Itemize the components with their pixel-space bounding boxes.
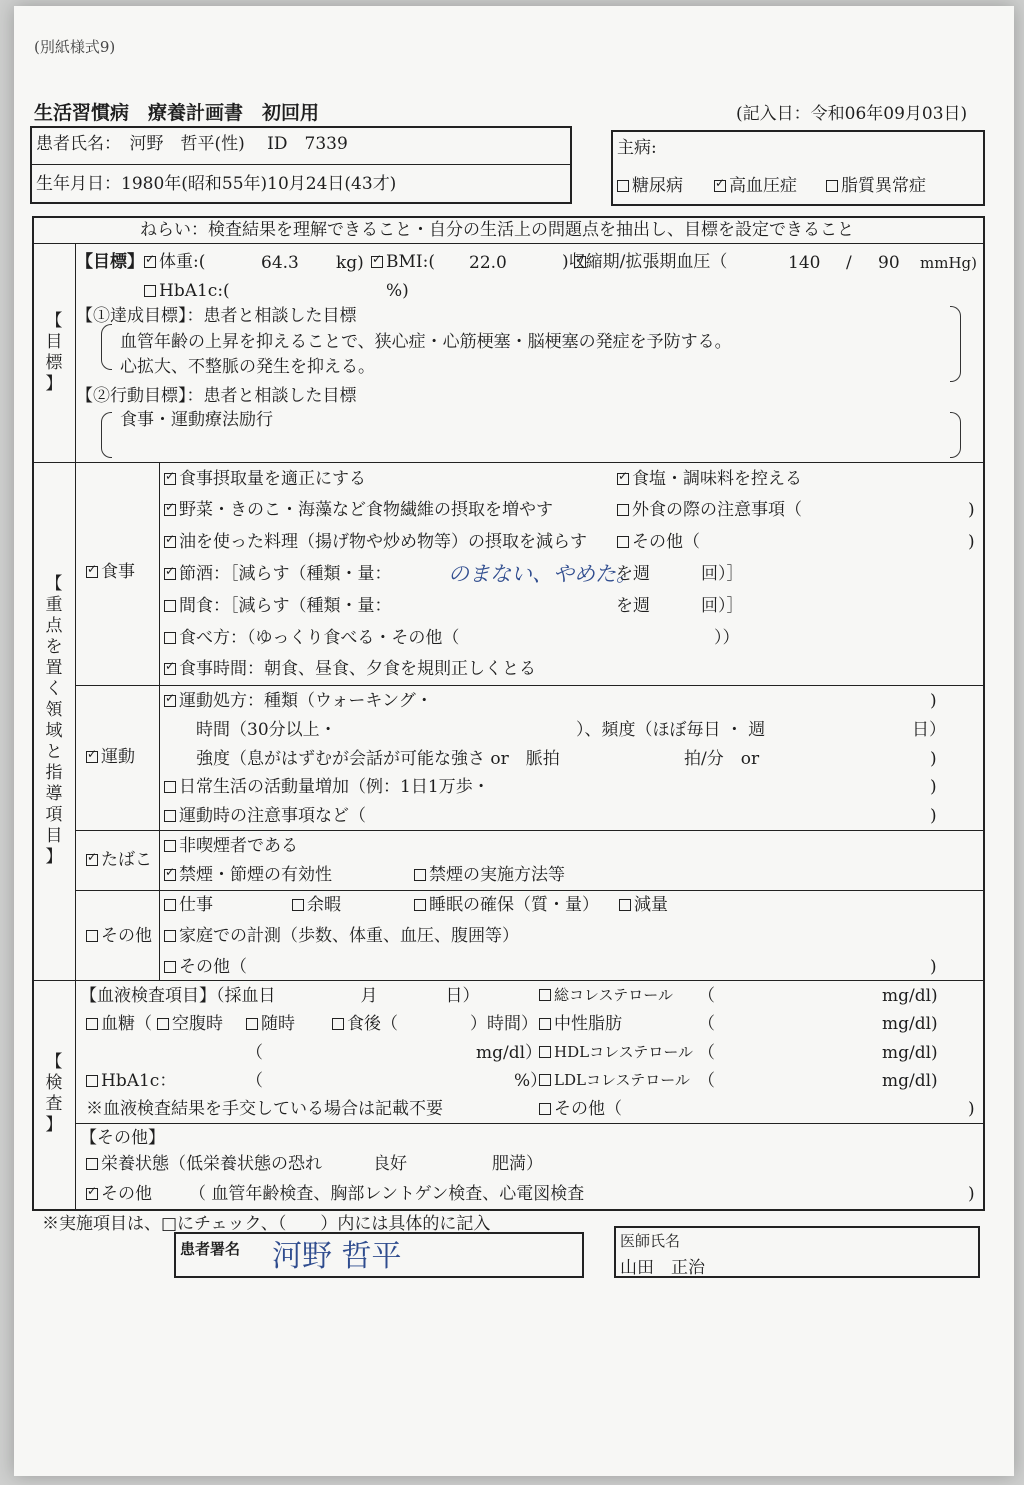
ch: 域 <box>45 721 63 741</box>
ch: を <box>45 637 63 657</box>
exercise-caution[interactable] <box>164 808 366 825</box>
ch: く <box>45 679 63 699</box>
footer-note: ※実施項目は、□にチェック、（ ）内には具体的に記入 <box>42 1214 491 1234</box>
paren: ) <box>968 1184 975 1204</box>
label: 運動 <box>101 747 135 767</box>
label: 家庭での計測（歩数、体重、血圧、腹囲等） <box>179 926 519 946</box>
ch: 【 <box>45 1052 63 1072</box>
paren: ) <box>930 957 937 977</box>
exam-section-label <box>43 1052 65 1136</box>
checkbox[interactable] <box>164 473 176 485</box>
checkbox-dyslipidemia[interactable] <box>826 180 838 192</box>
glucose-open: （ <box>246 1043 263 1063</box>
exercise-rx[interactable] <box>164 693 433 710</box>
hba1c-lab-unit: %） <box>514 1071 548 1091</box>
checkbox-hba1c-lab[interactable] <box>86 1075 98 1087</box>
checkbox-other[interactable] <box>86 930 98 942</box>
paren-open: （ <box>698 1071 715 1091</box>
other-reduce[interactable] <box>619 897 668 914</box>
fasting-field[interactable] <box>157 1016 223 1033</box>
checkbox-diet[interactable] <box>86 566 98 578</box>
checkbox[interactable] <box>164 810 176 822</box>
bmi-field[interactable] <box>371 254 435 271</box>
divider <box>75 685 985 686</box>
paren: ) <box>930 777 937 797</box>
label: 食塩・調味料を控える <box>632 469 802 489</box>
bmi-label: BMI:( <box>386 252 435 272</box>
checkbox-weight[interactable] <box>144 256 156 268</box>
paren: ) <box>930 806 937 826</box>
paren: ) <box>968 500 975 520</box>
tg-field[interactable] <box>539 1016 622 1033</box>
ch: 】 <box>45 374 63 394</box>
random-field[interactable] <box>246 1016 295 1033</box>
glucose-field[interactable] <box>86 1016 152 1033</box>
checkbox[interactable] <box>164 536 176 548</box>
divider <box>159 462 160 980</box>
other-exam-field[interactable] <box>86 1186 152 1203</box>
other-work[interactable] <box>164 897 213 914</box>
form-sheet <box>14 6 1014 1476</box>
label: 食事摂取量を適正にする <box>179 469 366 489</box>
weight-value: 64.3 <box>261 253 299 273</box>
checkbox[interactable] <box>164 781 176 793</box>
entry-date: (記入日：令和06年09月03日) <box>736 104 968 124</box>
exercise-freq: ）、頻度（ほぼ毎日 ・ 週 <box>576 720 766 740</box>
divider <box>32 980 985 981</box>
other-home[interactable] <box>164 928 519 945</box>
label: その他 <box>101 1184 152 1204</box>
exercise-category[interactable] <box>86 749 135 766</box>
other-title: 【その他】 <box>80 1128 165 1148</box>
label: 野菜・きのこ・海藻など食物繊維の摂取を増やす <box>179 500 553 520</box>
paren-open: （ <box>698 1014 715 1034</box>
label: 糖尿病 <box>632 176 683 196</box>
checkbox-postmeal[interactable] <box>332 1018 344 1030</box>
lab-note: ※血液検査結果を手交している場合は記載不要 <box>86 1099 443 1119</box>
label: 運動時の注意事項など（ <box>179 806 366 826</box>
checkbox-other-lab[interactable] <box>539 1103 551 1115</box>
checkbox[interactable] <box>164 632 176 644</box>
other-category[interactable] <box>86 928 152 945</box>
tobacco-category[interactable] <box>86 852 152 869</box>
label: 脂質異常症 <box>841 176 926 196</box>
doctor-label: 医師氏名 <box>620 1232 681 1250</box>
label: 高血圧症 <box>729 176 797 196</box>
divider <box>75 830 985 831</box>
label: HDLコレステロール <box>554 1043 694 1061</box>
checkbox[interactable] <box>617 473 629 485</box>
goal2-line1: 食事・運動療法励行 <box>120 410 273 430</box>
bp-systolic: 140 <box>788 253 821 273</box>
diet-item-intake[interactable] <box>164 471 366 488</box>
ch: 目 <box>45 826 63 846</box>
postmeal-field[interactable] <box>332 1016 398 1033</box>
weight-label: 体重:( <box>159 252 206 272</box>
exercise-pulse: 拍/分 or <box>684 749 760 769</box>
focus-section-label <box>43 574 65 868</box>
paren: ) <box>968 1099 975 1119</box>
label: 栄養状態（低栄養状態の恐れ 良好 肥満） <box>101 1154 543 1174</box>
label: 禁煙の実施方法等 <box>429 865 565 885</box>
checkbox-tchol[interactable] <box>539 989 551 1001</box>
other-sleep[interactable] <box>414 897 599 914</box>
hdl-field[interactable] <box>539 1045 693 1060</box>
checkbox[interactable] <box>164 504 176 516</box>
checkbox[interactable] <box>292 899 304 911</box>
divider <box>32 462 985 463</box>
paren-open: （ <box>698 986 715 1006</box>
option-hypertension[interactable] <box>714 178 797 195</box>
diet-item-fiber[interactable] <box>164 502 553 519</box>
other-other[interactable] <box>164 959 247 976</box>
ch: 重 <box>45 595 63 615</box>
checkbox[interactable] <box>164 568 176 580</box>
diet-item-salt[interactable] <box>617 471 802 488</box>
patient-dob-row: 生年月日：1980年(昭和55年)10月24日(43才) <box>36 174 397 194</box>
paren-open: （ <box>698 1043 715 1063</box>
label: HbA1c： <box>101 1071 177 1091</box>
checkbox[interactable] <box>164 695 176 707</box>
ch: 【 <box>45 574 63 594</box>
label: 食べ方：（ゆっくり食べる・その他（ <box>179 628 460 648</box>
label: 外食の際の注意事項（ <box>632 500 802 520</box>
label: 食後（ <box>347 1014 398 1034</box>
checkbox-fasting[interactable] <box>157 1018 169 1030</box>
option-diabetes[interactable] <box>617 178 683 195</box>
label: 運動処方：種類（ウォーキング・ <box>179 691 433 711</box>
hba1c-lab-field[interactable] <box>86 1073 176 1090</box>
alcohol-handwritten: のまない、やめた。 <box>448 562 637 586</box>
label: 食事時間：朝食、昼食、夕食を規則正しくとる <box>179 659 536 679</box>
label: 日常生活の活動量増加（例：1日1万歩・ <box>179 777 490 797</box>
ch: 検 <box>45 1073 63 1093</box>
ch: 指 <box>45 763 63 783</box>
label: 総コレステロール <box>554 986 673 1004</box>
other-exam-text: （ 血管年齢検査、胸部レントゲン検査、心電図検査 <box>189 1184 585 1204</box>
label: その他（ <box>554 1099 622 1119</box>
checkbox-other-exam[interactable] <box>86 1188 98 1200</box>
ldl-field[interactable] <box>539 1073 690 1088</box>
exercise-daily[interactable] <box>164 779 490 796</box>
unit: mg/dl) <box>882 1014 938 1034</box>
ch: 】 <box>45 847 63 867</box>
ch: 置 <box>45 658 63 678</box>
checkbox[interactable] <box>164 663 176 675</box>
label: 間食：［減らす（種類・量： <box>179 596 392 616</box>
label: 減量 <box>634 895 668 915</box>
checkbox-random[interactable] <box>246 1018 258 1030</box>
ch: 査 <box>45 1094 63 1114</box>
goal1-line2: 心拡大、不整脈の発生を抑える。 <box>120 357 375 377</box>
checkbox-hdl[interactable] <box>539 1046 551 1058</box>
patient-signature: 河野 哲平 <box>272 1239 402 1274</box>
checkbox-exercise[interactable] <box>86 751 98 763</box>
hba1c-open: （ <box>246 1071 263 1091</box>
divider <box>75 1123 985 1124</box>
diet-item-oil[interactable] <box>164 534 587 551</box>
glucose-unit: mg/dl） <box>476 1043 543 1063</box>
ch: 【 <box>45 311 63 331</box>
alcohol-tail: を週 回）］ <box>616 564 744 584</box>
bracket <box>950 306 961 382</box>
checkbox[interactable] <box>617 504 629 516</box>
diet-item-other[interactable] <box>617 534 700 551</box>
divider <box>30 164 572 165</box>
label: たばこ <box>101 850 152 870</box>
ch: 】 <box>45 1115 63 1135</box>
page-title: 生活習慣病 療養計画書 初回用 <box>34 102 320 124</box>
exercise-intensity: 強度（息がはずむが会話が可能な強さ or 脈拍 <box>196 749 560 769</box>
divider <box>32 243 985 244</box>
goal1-title: 【①達成目標】：患者と相談した目標 <box>76 306 357 326</box>
label: 余暇 <box>307 895 341 915</box>
other-lab-field[interactable] <box>539 1101 622 1118</box>
diet-category[interactable] <box>86 564 135 581</box>
weight-field[interactable] <box>144 254 205 271</box>
label: 随時 <box>261 1014 295 1034</box>
checkbox[interactable] <box>414 869 426 881</box>
eating-style-tail: ）） <box>714 628 740 648</box>
checkbox-ldl[interactable] <box>539 1074 551 1086</box>
bracket <box>101 412 112 458</box>
nutrition-field[interactable] <box>86 1156 543 1173</box>
ch: 導 <box>45 784 63 804</box>
target-label: 【目標】 <box>76 252 144 272</box>
paren: ) <box>930 749 937 769</box>
tobacco-effect[interactable] <box>164 867 332 884</box>
checkbox[interactable] <box>164 869 176 881</box>
checkbox-glucose[interactable] <box>86 1018 98 1030</box>
checkbox-hypertension[interactable] <box>714 180 726 192</box>
bracket <box>101 324 112 370</box>
hours-label: ）時間） <box>470 1014 538 1034</box>
diet-item-alcohol[interactable] <box>164 566 392 583</box>
bracket <box>950 412 961 458</box>
main-disease-label: 主病: <box>617 138 657 158</box>
ch: 目 <box>45 332 63 352</box>
doctor-name: 山田 正治 <box>620 1258 705 1278</box>
ch: 項 <box>45 805 63 825</box>
label: 仕事 <box>179 895 213 915</box>
diet-item-snack[interactable] <box>164 598 392 615</box>
diet-item-eating-style[interactable] <box>164 630 459 647</box>
checkbox-nutrition[interactable] <box>86 1158 98 1170</box>
goals-section-label <box>43 311 65 395</box>
label: 睡眠の確保（質・量） <box>429 895 599 915</box>
label: 中性脂肪 <box>554 1014 622 1034</box>
ch: と <box>45 742 63 762</box>
other-leisure[interactable] <box>292 897 341 914</box>
ch: 標 <box>45 353 63 373</box>
checkbox[interactable] <box>617 536 629 548</box>
checkbox[interactable] <box>164 840 176 852</box>
label: LDLコレステロール <box>554 1071 690 1089</box>
label: 食事 <box>101 562 135 582</box>
bp-diastolic: 90 <box>878 253 900 273</box>
bmi-value: 22.0 <box>469 253 507 273</box>
checkbox[interactable] <box>164 930 176 942</box>
checkbox[interactable] <box>619 899 631 911</box>
unit: mg/dl) <box>882 986 938 1006</box>
label: 空腹時 <box>172 1014 223 1034</box>
checkbox-tg[interactable] <box>539 1018 551 1030</box>
label: その他（ <box>632 532 700 552</box>
goal1-line1: 血管年齢の上昇を抑えることで、狭心症・心筋梗塞・脳梗塞の発症を予防する。 <box>120 332 732 352</box>
checkbox[interactable] <box>414 899 426 911</box>
unit: mg/dl) <box>882 1043 938 1063</box>
option-dyslipidemia[interactable] <box>826 178 926 195</box>
checkbox-hba1c[interactable] <box>144 285 156 297</box>
hba1c-label: HbA1c:( <box>159 281 230 301</box>
tobacco-method[interactable] <box>414 867 565 884</box>
ch: 点 <box>45 616 63 636</box>
diet-item-meal-time[interactable] <box>164 661 536 678</box>
label: 血糖（ <box>101 1014 152 1034</box>
paren: ) <box>968 532 975 552</box>
signature-label: 患者署名 <box>180 1240 241 1258</box>
label: 油を使った料理（揚げ物や炒め物等）の摂取を減らす <box>179 532 587 552</box>
label: 禁煙・節煙の有効性 <box>179 865 332 885</box>
unit: mg/dl) <box>882 1071 938 1091</box>
weight-unit: kg) <box>336 253 364 273</box>
goal2-title: 【②行動目標】：患者と相談した目標 <box>76 386 357 406</box>
hba1c-unit: %) <box>386 281 409 301</box>
checkbox-diabetes[interactable] <box>617 180 629 192</box>
divider <box>75 890 985 891</box>
hba1c-field[interactable] <box>144 283 230 300</box>
exercise-time: 時間（30分以上・ <box>196 720 337 740</box>
label: 非喫煙者である <box>179 836 298 856</box>
checkbox-tobacco[interactable] <box>86 854 98 866</box>
tobacco-nonsmoker[interactable] <box>164 838 298 855</box>
checkbox-bmi[interactable] <box>371 256 383 268</box>
paren: ) <box>930 691 937 711</box>
form-code: (別紙様式9) <box>34 38 116 56</box>
diet-item-eating-out[interactable] <box>617 502 802 519</box>
ch: 領 <box>45 700 63 720</box>
checkbox[interactable] <box>164 961 176 973</box>
exercise-freq-tail: 日） <box>912 720 946 740</box>
snack-tail: を週 回）］ <box>616 596 744 616</box>
label: 節酒：［減らす（種類・量： <box>179 564 392 584</box>
bp-unit: mmHg) <box>920 254 977 272</box>
label: その他（ <box>179 957 247 977</box>
checkbox[interactable] <box>164 899 176 911</box>
label: その他 <box>101 926 152 946</box>
bp-label: )収縮期/拡張期血圧（ <box>562 252 728 272</box>
patient-name-row: 患者氏名： 河野 哲平(性) ID 7339 <box>36 134 348 154</box>
blood-title: 【血液検査項目】（採血日 月 日） <box>80 986 480 1006</box>
aim-text: ねらい：検査結果を理解できること・自分の生活上の問題点を抽出し、目標を設定できること <box>140 220 854 240</box>
bp-sep: / <box>846 253 852 273</box>
tchol-field[interactable] <box>539 988 673 1003</box>
checkbox[interactable] <box>164 600 176 612</box>
